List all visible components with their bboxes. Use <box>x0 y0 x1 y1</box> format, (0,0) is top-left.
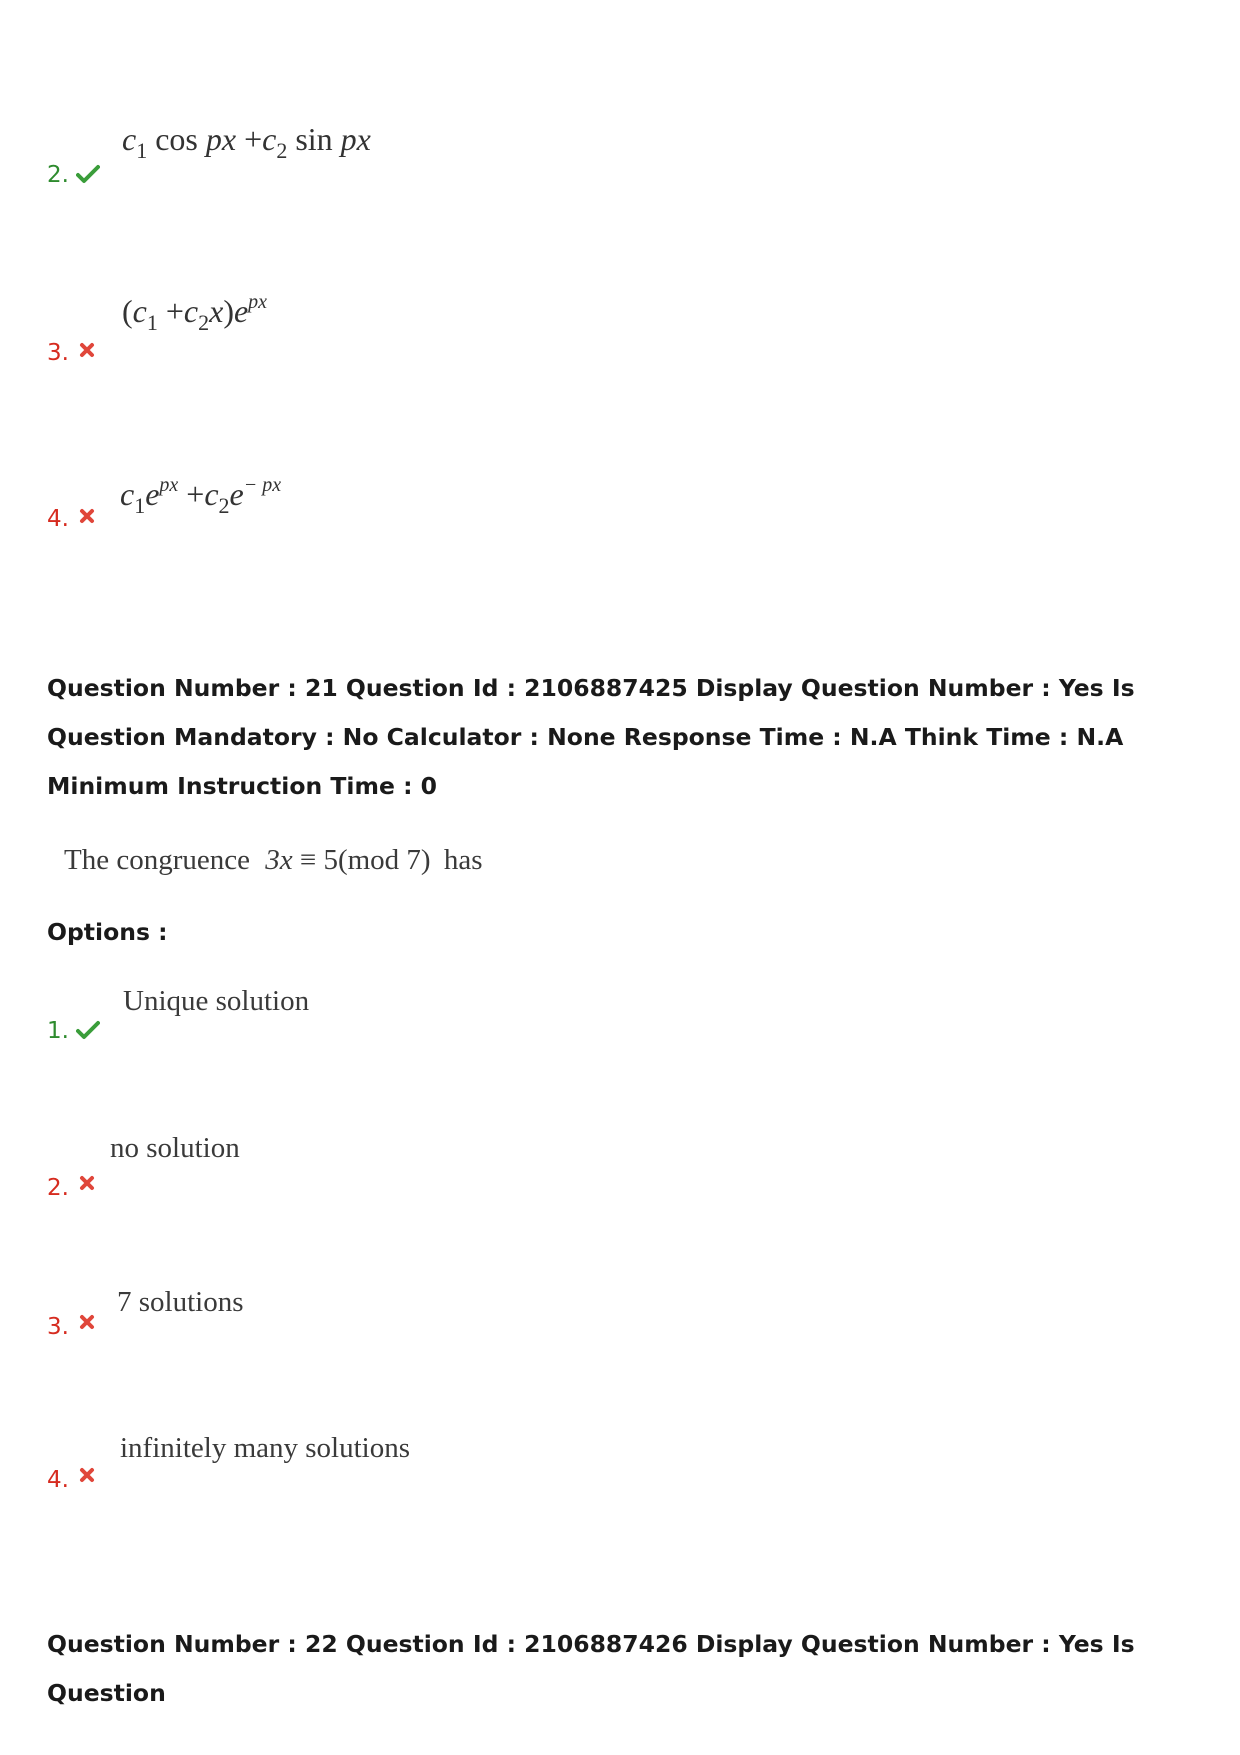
check-icon <box>76 1020 100 1040</box>
question-21-meta: Question Number : 21 Question Id : 2106887425 Display Question Number : Yes Is Question Mandatory : No Calculator : None Response Time : N.A Think Time : N.A Minimum Instruction Time : 0 <box>47 674 1135 800</box>
cross-icon <box>79 508 95 524</box>
option-1-number: 1. <box>47 1018 69 1044</box>
cross-icon <box>79 342 95 358</box>
question-stem: The congruence 3x ≡ 5(mod 7) has <box>64 844 483 876</box>
cross-icon <box>79 1175 95 1191</box>
prev-option-4-number: 4. <box>47 506 69 532</box>
option-4-text: infinitely many solutions <box>120 1432 410 1464</box>
question-22-meta: Question Number : 22 Question Id : 2106887426 Display Question Number : Yes Is Question <box>47 1630 1135 1707</box>
option-2-text: no solution <box>110 1132 240 1164</box>
prev-option-2-expression: $c_1$ cos px $+c_2$ sin px <box>122 121 371 163</box>
option-3-text: 7 solutions <box>117 1286 244 1318</box>
prev-option-3-expression: $(c_1 +c_2x)e^{px}$ <box>122 291 268 335</box>
option-4-number: 4. <box>47 1467 69 1493</box>
option-2-number: 2. <box>47 1175 69 1201</box>
cross-icon <box>79 1314 95 1330</box>
option-3-number: 3. <box>47 1314 69 1340</box>
cross-icon <box>79 1467 95 1483</box>
prev-option-3-number: 3. <box>47 340 69 366</box>
check-icon <box>76 164 100 184</box>
prev-option-2-number: 2. <box>47 162 69 188</box>
option-1-text: Unique solution <box>123 985 310 1017</box>
prev-option-4-expression: $c_1e^{px} +c_2e^{- px}$ <box>120 474 282 518</box>
options-label: Options : <box>47 918 168 946</box>
